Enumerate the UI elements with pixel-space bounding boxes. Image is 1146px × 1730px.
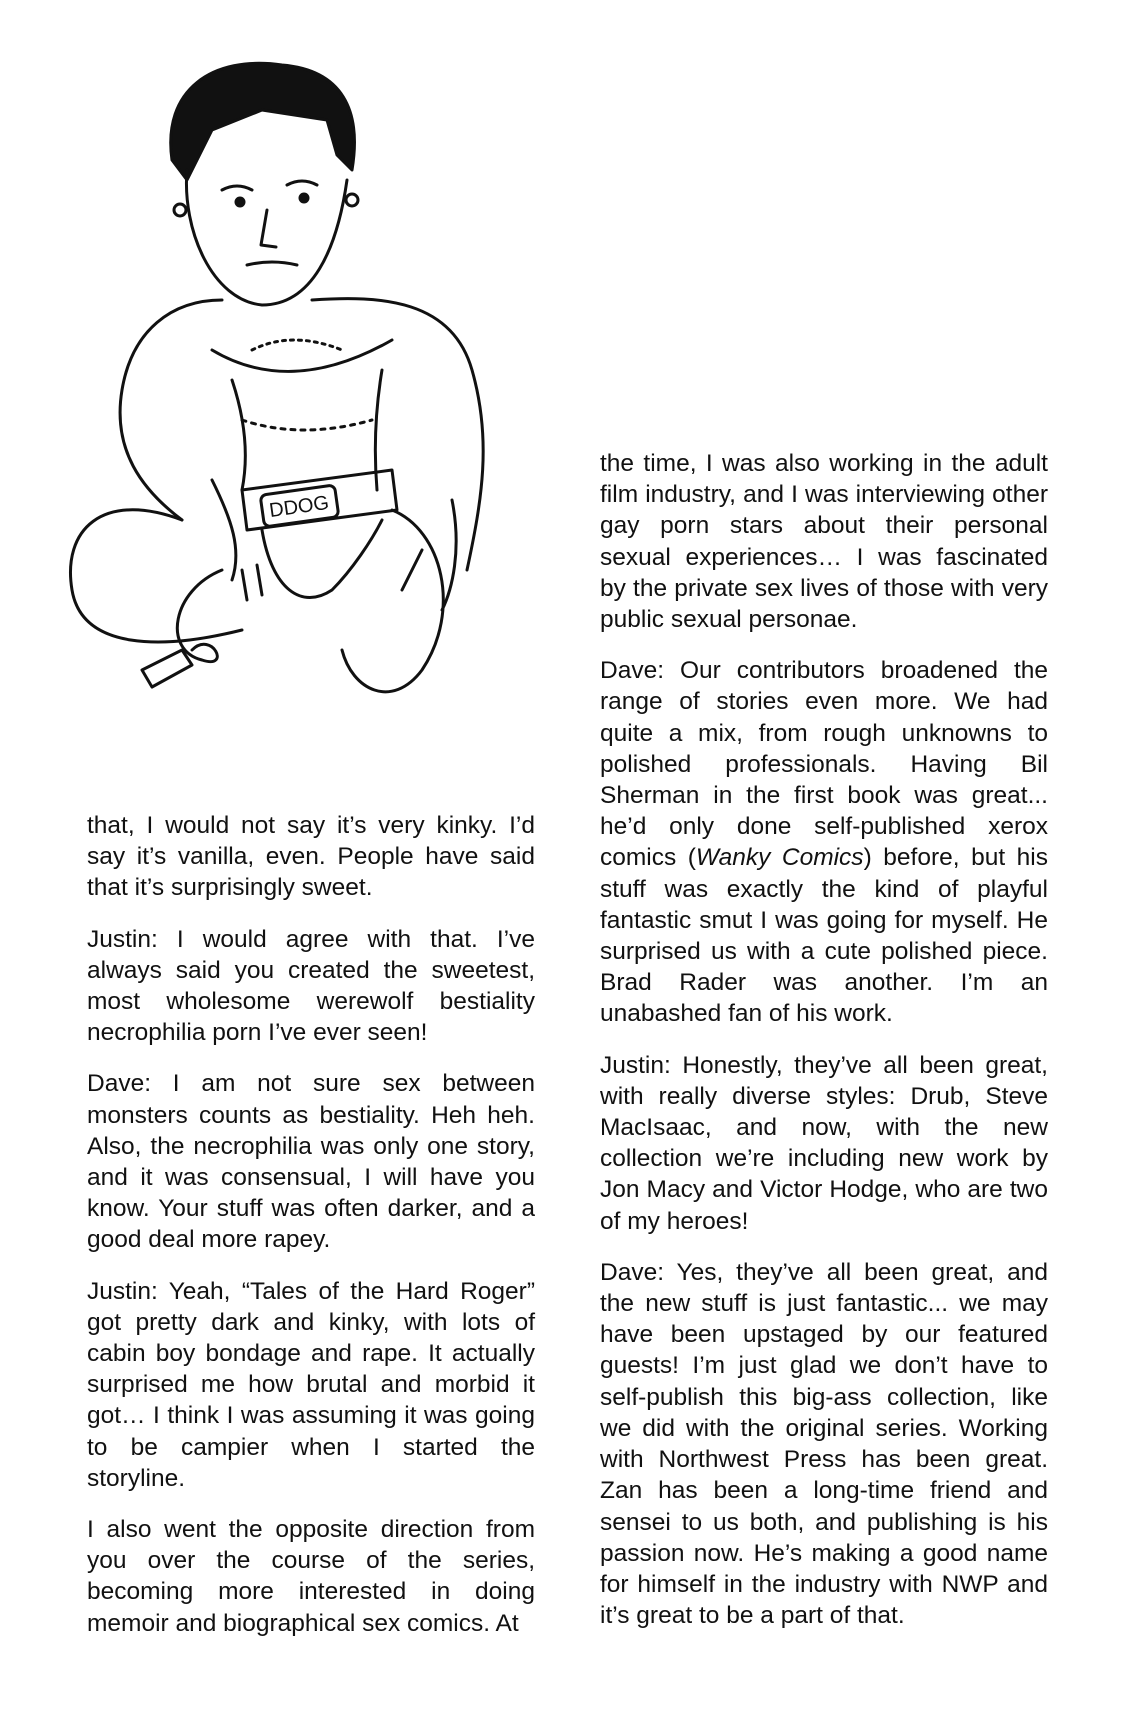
paragraph: the time, I was also working in the adult film industry, and I was interviewing other gay porn stars about their personal sexual experiences… I was fascinated by the private sex lives of those with very public sexual personae. (600, 450, 1048, 634)
crouching-man-illustration (62, 50, 562, 765)
left-text-column (87, 810, 535, 1659)
comic-title: Wanky Comics (695, 844, 864, 872)
paragraph: I also went the opposite direction from you over the course of the series, becoming more interested in doing memoir and biographical sex comics. At (87, 1516, 535, 1637)
paragraph (600, 655, 1048, 1029)
paragraph: Dave: Yes, they’ve all been great, and the new stuff is just fantastic... we may have been upstaged by our featured guests! I’m just glad we don’t have to self-publish this big-ass collection, like we did with the original series. Working with Northwest Press has been great. Zan has been a long-time friend and sensei to us both, and publishing is his passion now. He’s making a good name for himself in the industry with NWP and it’s great to be a part of that. (600, 1258, 1048, 1630)
paragraph-text: ) before, but his stuff was exactly the kind of playful fantastic smut I was going for myself. He surprised us with a cute polished piece. Brad Rader was another. I’m an unabashed fan of his work. (600, 844, 1048, 1028)
belt-lettering: DDOG (267, 491, 331, 523)
paragraph: Justin: I would agree with that. I’ve always said you created the sweetest, most wholesome werewolf bestiality necrophilia porn I’ve ever seen! (87, 925, 535, 1047)
paragraph: Justin: Yeah, “Tales of the Hard Roger” got pretty dark and kinky, with lots of cabin boy bondage and rape. It actually surprised me how brutal and morbid it got… I think I was assuming it was going to be campier when I started the storyline. (87, 1277, 535, 1492)
paragraph-text: Dave: Our contributors broadened the range of stories even more. We had quite a mix, from rough unknowns to polished professionals. Having Bil Sherman in the first book was great... he’d only done self-published xerox comics ( (600, 657, 1048, 872)
paragraph: Justin: Honestly, they’ve all been great, with really diverse styles: Drub, Steve MacIsaac, and now, with the new collection we’re including new work by Jon Macy and Victor Hodge, who are two of my heroes! (600, 1051, 1048, 1235)
paragraph: Dave: I am not sure sex between monsters counts as bestiality. Heh heh. Also, the necrophilia was only one story, and it was consensual, I will have you know. Your stuff was often darker, and a good deal more rapey. (87, 1070, 535, 1254)
right-text-column (600, 448, 1048, 1651)
paragraph: that, I would not say it’s very kinky. I’d say it’s vanilla, even. People have said that it’s surprisingly sweet. (87, 812, 535, 902)
